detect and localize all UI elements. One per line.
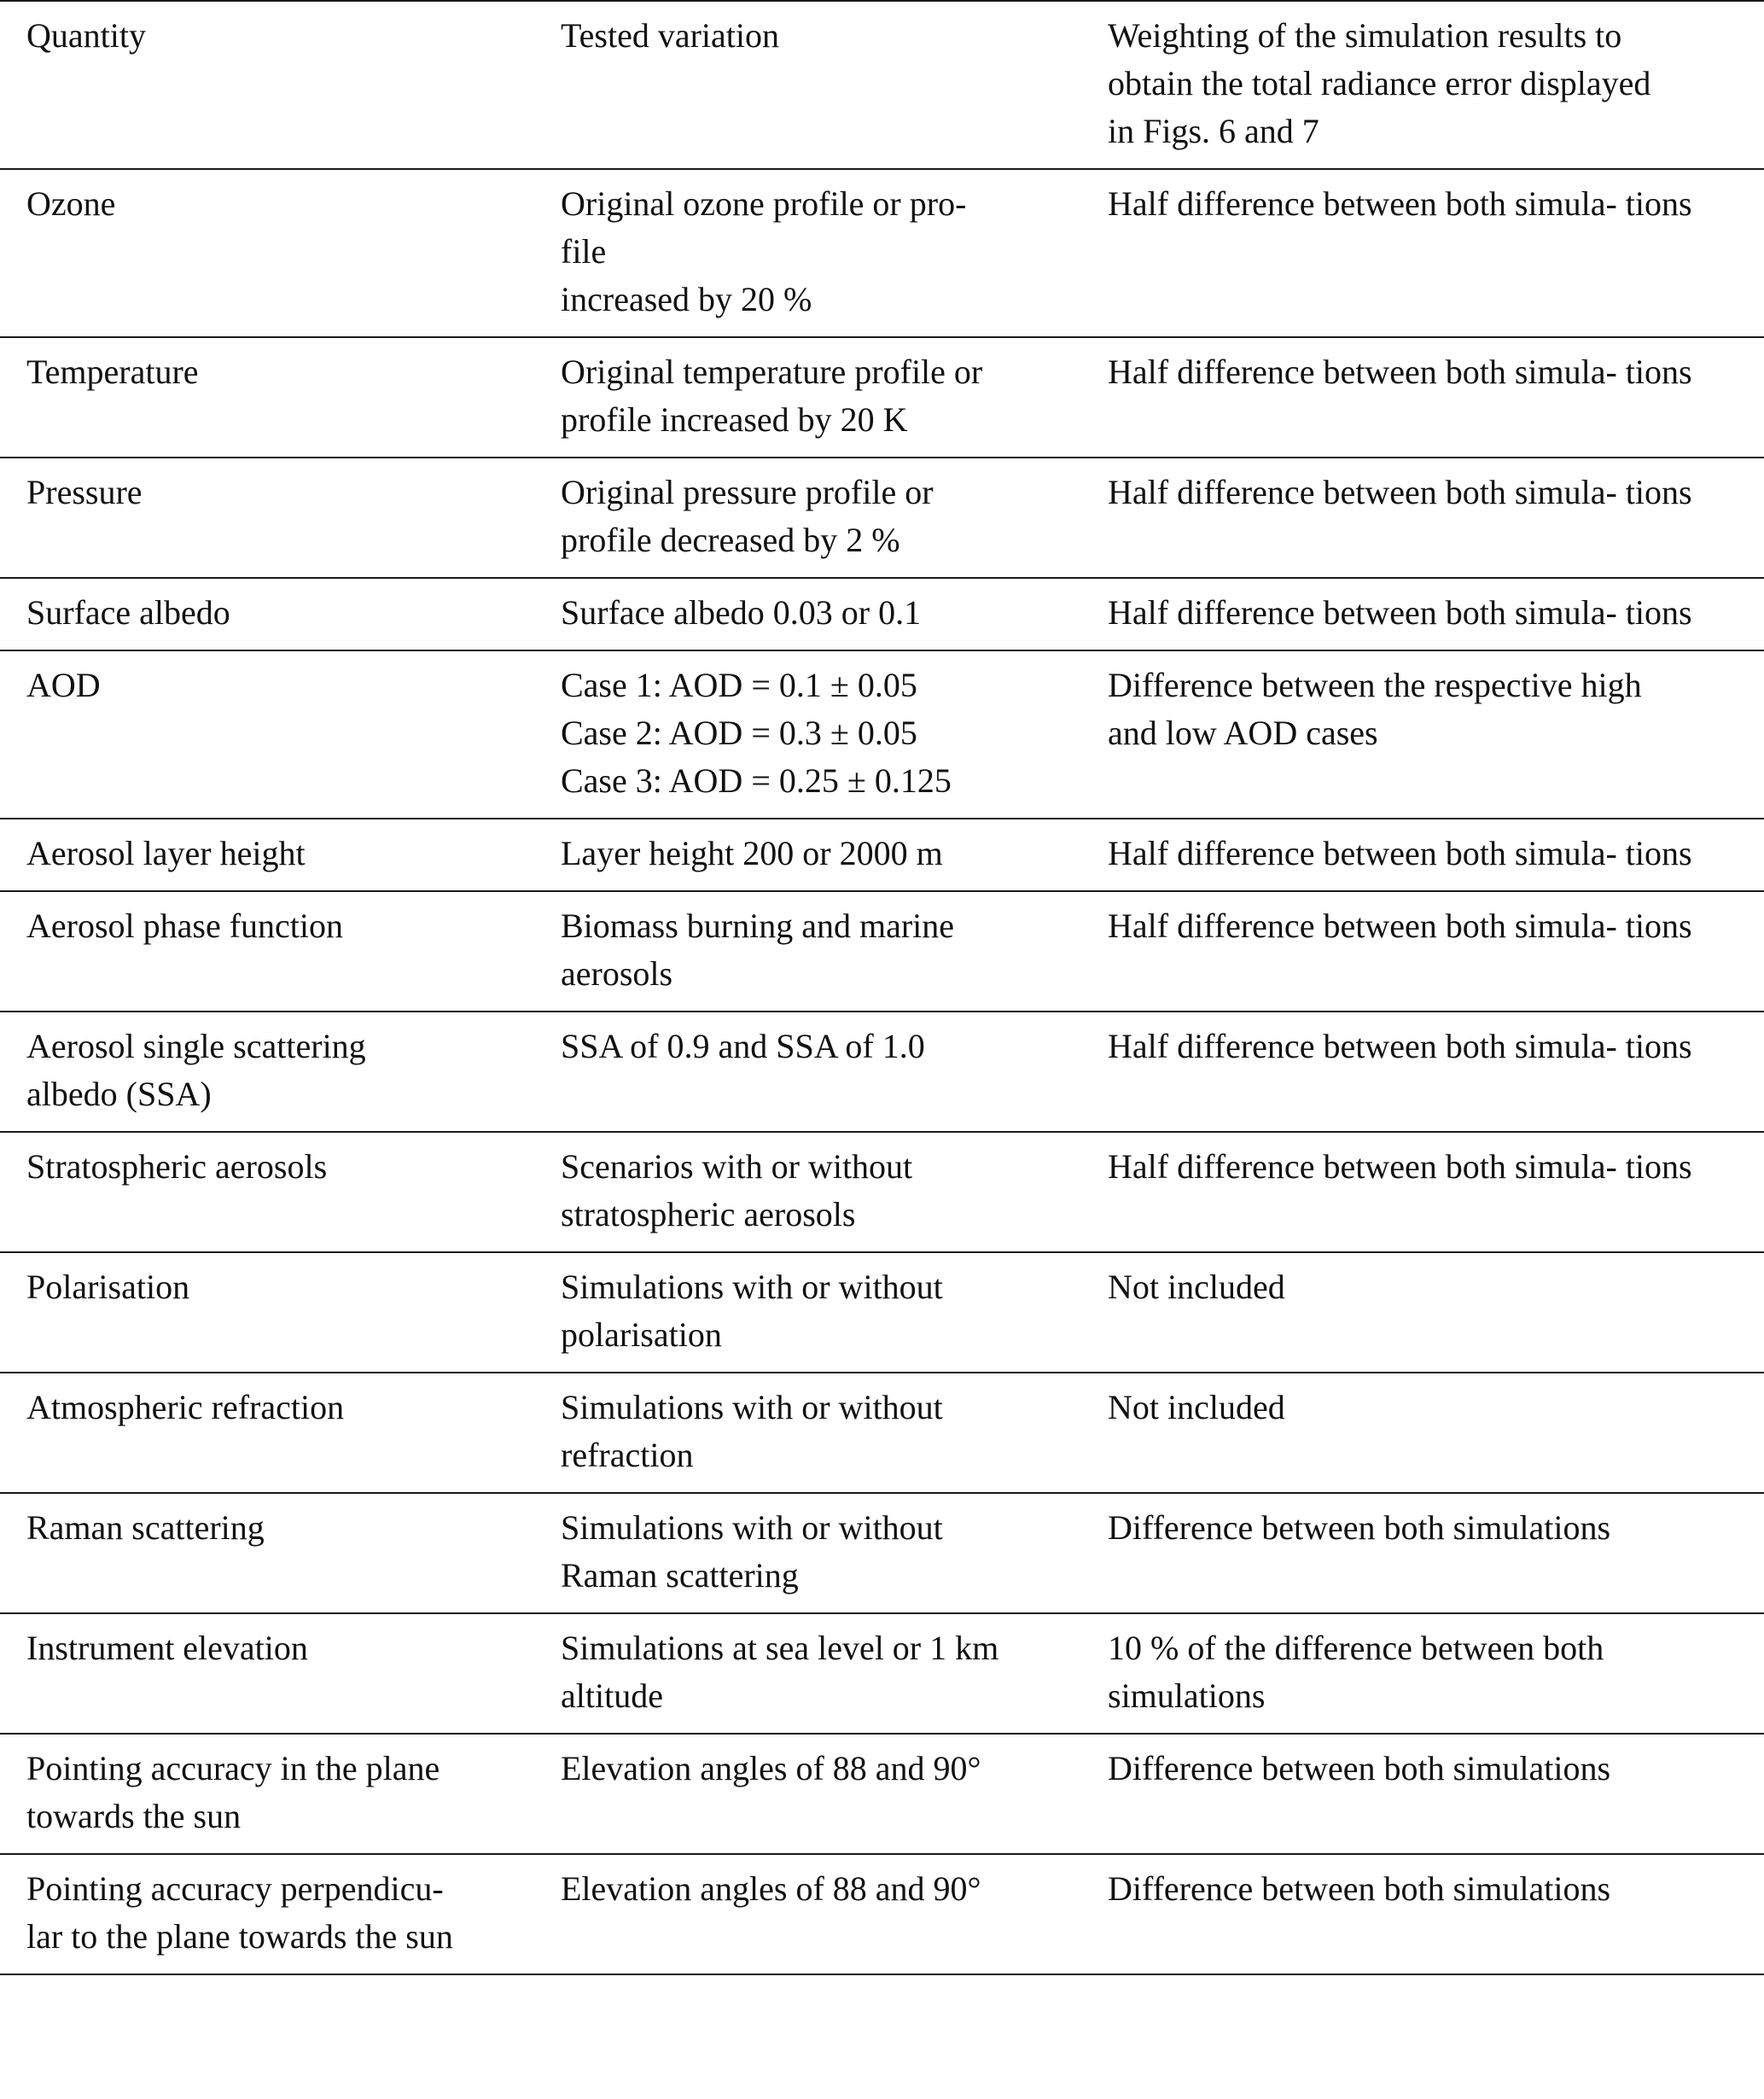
quantity-cell [0, 579, 534, 650]
quantity-cell [0, 819, 534, 890]
header-weighting-line: obtain the total radiance error displayed [1108, 64, 1651, 102]
header-variation [534, 2, 1082, 168]
table-row-aod [0, 651, 1764, 819]
variation-line: Original ozone profile or pro- [561, 184, 967, 223]
quantity-line: lar to the plane towards the sun [26, 1917, 453, 1956]
quantity-line: Pointing accuracy perpendicu- [26, 1869, 444, 1908]
quantity-cell [0, 1855, 534, 1974]
quantity-cell [0, 1494, 534, 1612]
weighting-line: Half difference between both simula- [1108, 1147, 1617, 1186]
weighting-cell [1082, 1133, 1764, 1251]
quantity-cell [0, 338, 534, 457]
table-row-temperature [0, 338, 1764, 458]
quantity-cell [0, 1614, 534, 1733]
weighting-line: Difference between both simulations [1108, 1749, 1611, 1787]
variation-cell [534, 1614, 1082, 1733]
table-row-stratospheric-aerosols [0, 1133, 1764, 1253]
weighting-line: Half difference between both simula- [1108, 593, 1617, 632]
variation-line: file [561, 232, 607, 271]
table-row-surface-albedo [0, 579, 1764, 651]
variation-line: increased by 20 % [561, 280, 812, 318]
weighting-line: tions [1625, 184, 1692, 223]
weighting-line: Half difference between both simula- [1108, 184, 1617, 223]
quantity-text: Instrument elevation [26, 1629, 308, 1667]
weighting-cell [1082, 1614, 1764, 1733]
weighting-cell [1082, 651, 1764, 818]
weighting-line: tions [1625, 593, 1692, 632]
variation-line: Elevation angles of 88 and 90° [561, 1869, 981, 1908]
weighting-cell [1082, 1253, 1764, 1372]
variation-cell [534, 651, 1082, 818]
header-variation-text: Tested variation [561, 16, 779, 55]
weighting-line: and low AOD cases [1108, 714, 1378, 752]
quantity-text: AOD [26, 666, 101, 704]
variation-line: aerosols [561, 954, 673, 993]
weighting-line: tions [1625, 473, 1692, 511]
variation-line: polarisation [561, 1315, 722, 1354]
variation-cell [534, 579, 1082, 650]
variation-line: Case 2: AOD = 0.3 ± 0.05 [561, 714, 917, 752]
variation-cell [534, 1735, 1082, 1853]
weighting-cell [1082, 458, 1764, 577]
quantity-cell [0, 170, 534, 336]
quantity-text: Atmospheric refraction [26, 1388, 345, 1426]
quantity-line: albedo (SSA) [26, 1075, 212, 1113]
quantity-cell [0, 1735, 534, 1853]
variation-line: Biomass burning and marine [561, 907, 955, 945]
variation-cell [534, 170, 1082, 336]
weighting-cell [1082, 170, 1764, 336]
quantity-cell [0, 651, 534, 818]
quantity-line: Aerosol single scattering [26, 1027, 366, 1065]
weighting-cell [1082, 579, 1764, 650]
variation-line: altitude [561, 1676, 663, 1715]
table-row-raman-scattering [0, 1494, 1764, 1614]
weighting-line: Half difference between both simula- [1108, 1027, 1617, 1065]
header-quantity-text: Quantity [26, 16, 146, 55]
variation-cell [534, 458, 1082, 577]
header-quantity [0, 2, 534, 168]
weighting-line: tions [1625, 907, 1692, 945]
quantity-line: towards the sun [26, 1797, 242, 1835]
variation-cell [534, 1855, 1082, 1974]
weighting-line: tions [1625, 1147, 1692, 1186]
weighting-line: Not included [1108, 1388, 1285, 1426]
weighting-line: tions [1625, 353, 1692, 391]
table-row-aerosol-ssa [0, 1012, 1764, 1133]
variation-cell [534, 1494, 1082, 1612]
variation-line: refraction [561, 1436, 694, 1474]
weighting-line: 10 % of the difference between both [1108, 1629, 1604, 1667]
variation-cell [534, 1012, 1082, 1131]
weighting-cell [1082, 819, 1764, 890]
header-weighting-line: Weighting of the simulation results to [1108, 16, 1622, 55]
quantity-text: Raman scattering [26, 1508, 265, 1547]
variation-cell [534, 819, 1082, 890]
quantity-cell [0, 1012, 534, 1131]
quantity-cell [0, 1373, 534, 1492]
variation-line: Simulations with or without [561, 1268, 943, 1306]
table-row-pointing-accuracy-perpendicular [0, 1855, 1764, 1975]
quantity-text: Stratospheric aerosols [26, 1147, 328, 1186]
quantity-text: Surface albedo [26, 593, 230, 632]
quantity-text: Aerosol layer height [26, 834, 306, 872]
header-weighting [1082, 2, 1764, 168]
weighting-line: Half difference between both simula- [1108, 353, 1617, 391]
table-row-pointing-accuracy-in-plane [0, 1735, 1764, 1855]
variation-line: Raman scattering [561, 1556, 799, 1595]
variation-line: Original pressure profile or [561, 473, 934, 511]
quantity-text: Aerosol phase function [26, 907, 344, 945]
table-header-row [0, 0, 1764, 170]
variation-line: Simulations at sea level or 1 km [561, 1629, 999, 1667]
variation-line: Scenarios with or without [561, 1147, 913, 1186]
variation-line: profile decreased by 2 % [561, 521, 900, 559]
weighting-line: Half difference between both simula- [1108, 834, 1617, 872]
weighting-line: Difference between both simulations [1108, 1508, 1611, 1547]
variation-line: Surface albedo 0.03 or 0.1 [561, 593, 922, 632]
header-weighting-line: in Figs. 6 and 7 [1108, 112, 1319, 150]
variation-line: Simulations with or without [561, 1388, 943, 1426]
variation-line: Original temperature profile or [561, 353, 983, 391]
table-row-instrument-elevation [0, 1614, 1764, 1735]
quantity-cell [0, 1253, 534, 1372]
table-row-pressure [0, 458, 1764, 579]
weighting-cell [1082, 1735, 1764, 1853]
weighting-cell [1082, 892, 1764, 1011]
weighting-line: tions [1625, 834, 1692, 872]
weighting-cell [1082, 1494, 1764, 1612]
table-row-ozone [0, 170, 1764, 338]
table-row-aerosol-layer-height [0, 819, 1764, 892]
quantity-text: Temperature [26, 353, 199, 391]
variation-line: stratospheric aerosols [561, 1195, 856, 1233]
variation-cell [534, 1253, 1082, 1372]
weighting-line: Not included [1108, 1268, 1285, 1306]
weighting-line: tions [1625, 1027, 1692, 1065]
variation-line: Layer height 200 or 2000 m [561, 834, 943, 872]
quantity-text: Polarisation [26, 1268, 190, 1306]
weighting-line: Difference between the respective high [1108, 666, 1642, 704]
variation-cell [534, 892, 1082, 1011]
quantity-line: Pointing accuracy in the plane [26, 1749, 440, 1787]
variation-line: profile increased by 20 K [561, 400, 908, 439]
quantity-text: Pressure [26, 473, 143, 511]
variation-line: Case 1: AOD = 0.1 ± 0.05 [561, 666, 917, 704]
weighting-line: simulations [1108, 1676, 1266, 1715]
variation-line: Case 3: AOD = 0.25 ± 0.125 [561, 761, 952, 800]
weighting-cell [1082, 338, 1764, 457]
variation-cell [534, 338, 1082, 457]
variation-line: SSA of 0.9 and SSA of 1.0 [561, 1027, 925, 1065]
table-row-polarisation [0, 1253, 1764, 1373]
table-row-atmospheric-refraction [0, 1373, 1764, 1494]
quantity-cell [0, 892, 534, 1011]
weighting-line: Half difference between both simula- [1108, 907, 1617, 945]
weighting-cell [1082, 1855, 1764, 1974]
variation-line: Simulations with or without [561, 1508, 943, 1547]
variation-cell [534, 1373, 1082, 1492]
quantity-cell [0, 1133, 534, 1251]
quantity-text: Ozone [26, 184, 116, 223]
weighting-cell [1082, 1373, 1764, 1492]
weighting-cell [1082, 1012, 1764, 1131]
weighting-line: Half difference between both simula- [1108, 473, 1617, 511]
table-row-aerosol-phase-function [0, 892, 1764, 1012]
quantity-cell [0, 458, 534, 577]
variation-cell [534, 1133, 1082, 1251]
variation-line: Elevation angles of 88 and 90° [561, 1749, 981, 1787]
weighting-line: Difference between both simulations [1108, 1869, 1611, 1908]
